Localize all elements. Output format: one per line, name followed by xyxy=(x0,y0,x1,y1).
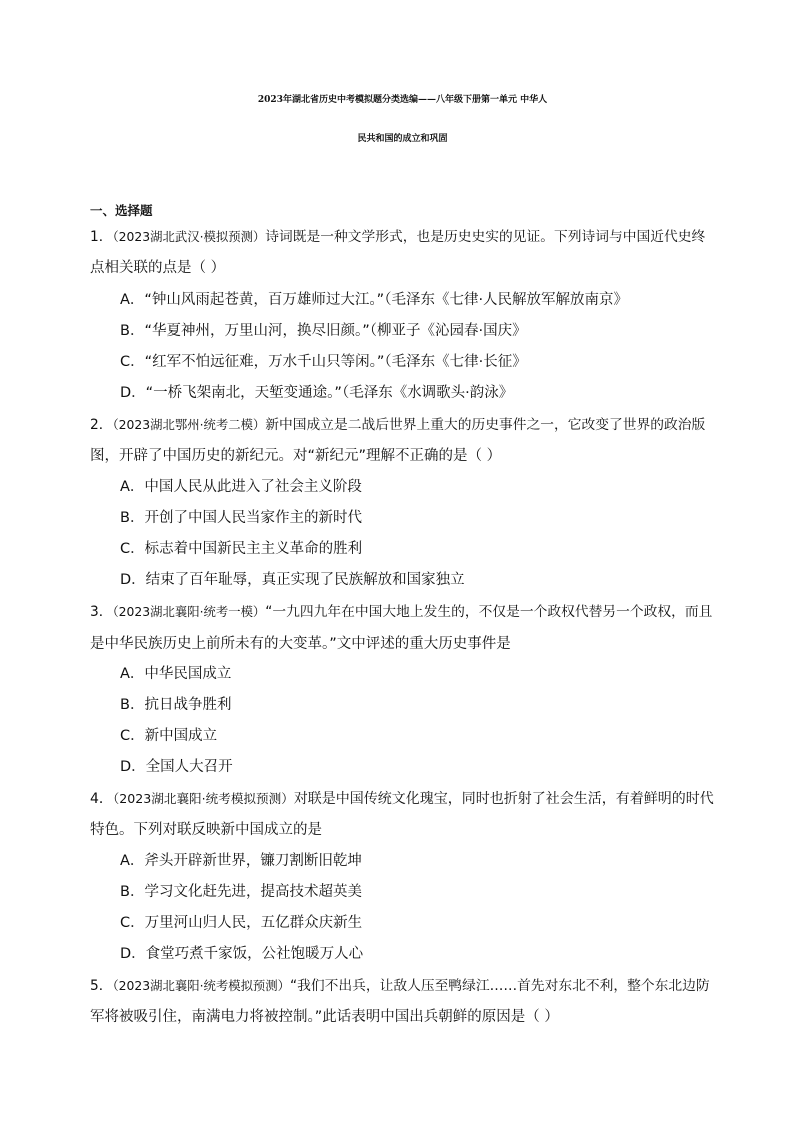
question-1-number: 1． xyxy=(90,229,113,245)
question-2-stem-line-2: 图，开辟了中国历史的新纪元。对“新纪元”理解不正确的是（ ） xyxy=(90,448,502,464)
question-2-source: （2023湖北鄂州·统考二模） xyxy=(112,418,266,432)
question-5-stem-line-1 xyxy=(90,976,710,996)
question-3-stem-line-2: 是中华民族历史上前所未有的大变革。”文中评述的重大历史事件是 xyxy=(90,636,511,652)
question-1-stem-line-1 xyxy=(90,227,705,247)
question-3-option-a: A．中华民国成立 xyxy=(120,666,232,682)
question-4-stem-line-2: 特色。下列对联反映新中国成立的是 xyxy=(90,822,322,838)
question-3-option-d: D．全国人大召开 xyxy=(120,759,233,775)
question-5-number: 5． xyxy=(90,978,113,994)
question-2-stem-line-1 xyxy=(90,415,705,435)
question-3-stem: “一九四九年在中国大地上发生的，不仅是一个政权代替另一个政权，而且 xyxy=(265,604,713,620)
question-2-option-c: C．标志着中国新民主主义革命的胜利 xyxy=(120,541,363,557)
question-2-stem: 新中国成立是二战后世界上重大的历史事件之一，它改变了世界的政治版 xyxy=(265,417,706,433)
question-5-stem-line-2: 军将被吸引住，南满电力将被控制。”此话表明中国出兵朝鲜的原因是（ ） xyxy=(90,1009,559,1025)
question-1-source: （2023湖北武汉·模拟预测） xyxy=(112,230,266,244)
question-1-option-d: D．“一桥飞架南北，天堑变通途。”（毛泽东《水调歌头·韵泳》 xyxy=(120,385,514,401)
question-4-stem: 对联是中国传统文化瑰宝，同时也折射了社会生活，有着鲜明的时代 xyxy=(293,791,714,807)
question-5-stem: “我们不出兵，让敌人压至鸭绿江……首先对东北不利，整个东北边防 xyxy=(290,978,710,994)
document-title-line-2: 民共和国的成立和巩固 xyxy=(357,134,448,144)
question-2-option-b: B．开创了中国人民当家作主的新时代 xyxy=(120,510,362,526)
question-3-option-b: B．抗日战争胜利 xyxy=(120,697,232,713)
question-1-option-a: A．“钟山风雨起苍黄，百万雄师过大江。”（毛泽东《七律·人民解放军解放南京》 xyxy=(120,292,629,308)
question-3-stem-line-1 xyxy=(90,602,712,622)
question-1-option-b: B．“华夏神州，万里山河，换尽旧颜。”（柳亚子《沁园春·国庆》 xyxy=(120,323,527,339)
question-3-source: （2023湖北襄阳·统考一模） xyxy=(112,605,266,619)
question-1-stem-line-2: 点相关联的点是（ ） xyxy=(90,260,226,276)
question-5-source: （2023湖北襄阳·统考模拟预测） xyxy=(112,979,291,993)
question-1-option-c: C．“红军不怕远征难，万水千山只等闲。”（毛泽东《七律·长征》 xyxy=(120,354,527,370)
question-1-stem: 诗词既是一种文学形式，也是历史史实的见证。下列诗词与中国近代史终 xyxy=(265,229,706,245)
question-2-option-d: D．结束了百年耻辱，真正实现了民族解放和国家独立 xyxy=(120,572,465,588)
section-heading: 一、选择题 xyxy=(90,203,153,218)
question-4-number: 4． xyxy=(90,791,113,807)
question-3-number: 3． xyxy=(90,604,113,620)
question-4-option-d: D．食堂巧煮千家饭，公社饱暖万人心 xyxy=(120,946,364,962)
question-4-option-c: C．万里河山归人民，五亿群众庆新生 xyxy=(120,915,363,931)
document-title-line-1: 2023年湖北省历史中考模拟题分类选编——八年级下册第一单元 中华人 xyxy=(257,95,548,105)
question-2-number: 2． xyxy=(90,417,113,433)
question-4-source: （2023湖北襄阳·统考模拟预测） xyxy=(112,791,294,806)
question-4-option-a: A．斧头开辟新世界，镰刀割断旧乾坤 xyxy=(120,853,362,869)
question-3-option-c: C．新中国成立 xyxy=(120,728,218,744)
question-2-option-a: A．中国人民从此进入了社会主义阶段 xyxy=(120,479,362,495)
question-4-stem-line-1 xyxy=(90,789,714,809)
question-4-option-b: B．学习文化赶先进，提高技术超英美 xyxy=(120,884,362,900)
